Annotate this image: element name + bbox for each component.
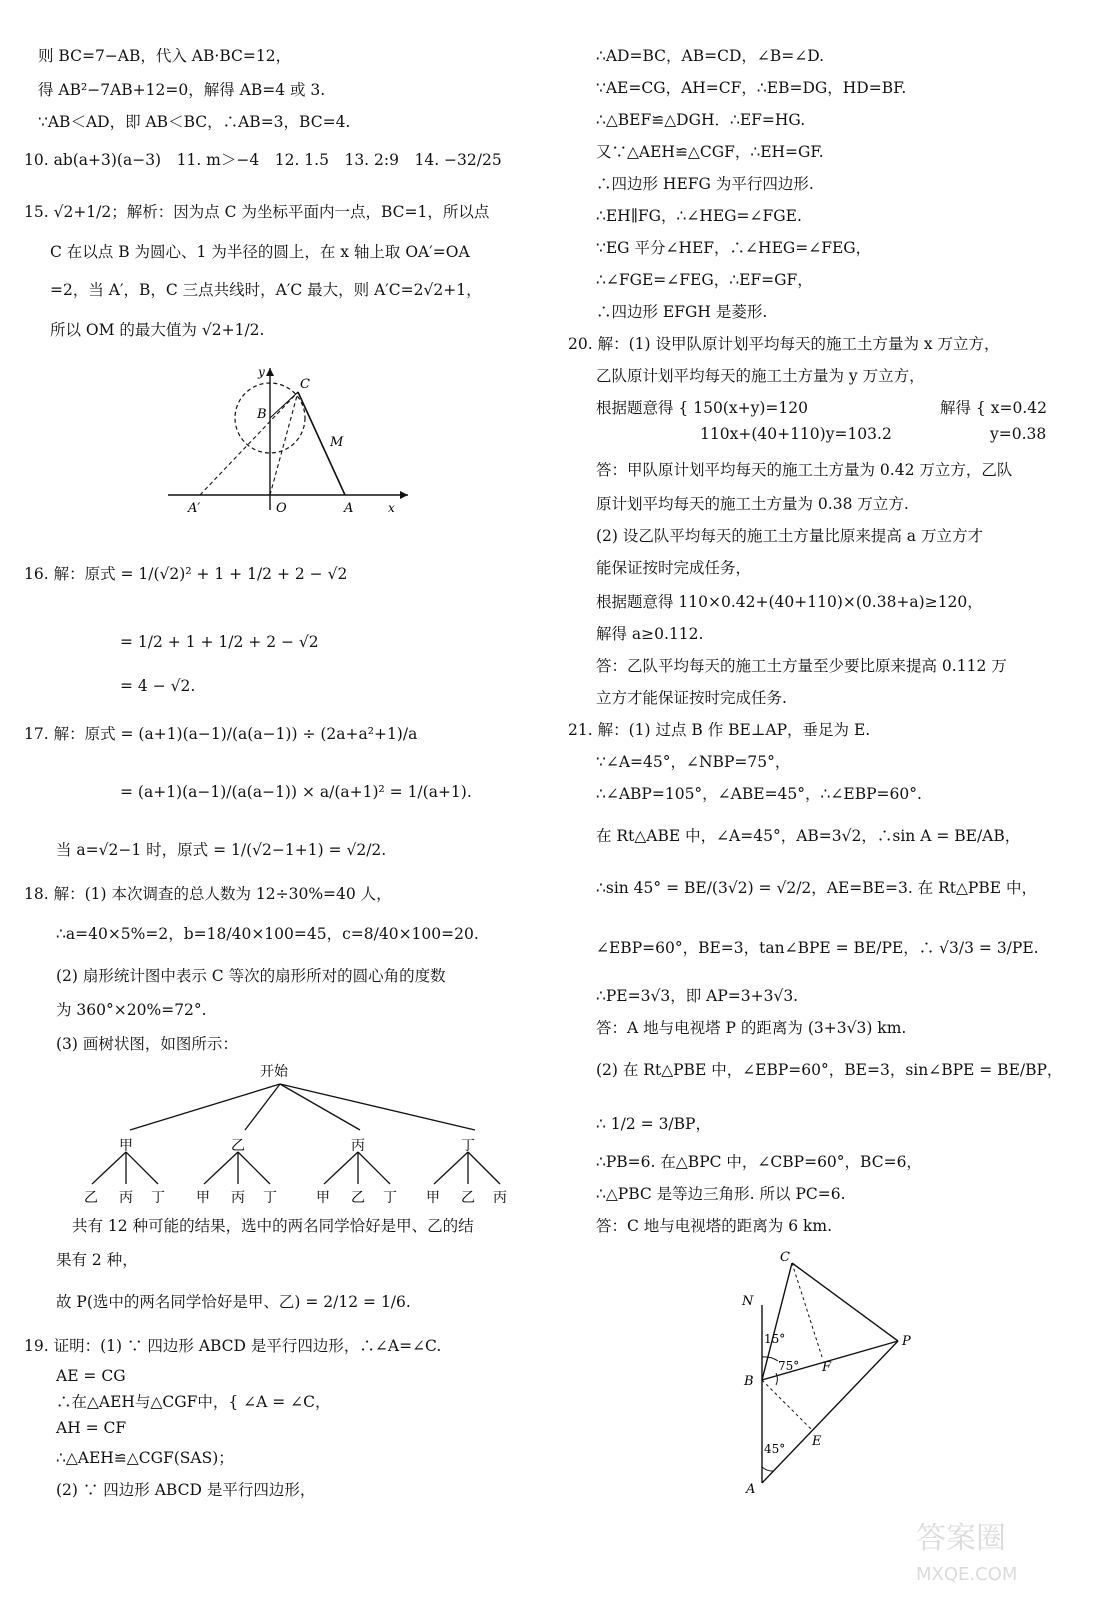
point-F-label: F <box>822 1360 832 1375</box>
left-text-line: 15. √2+1/2；解析：因为点 C 为坐标平面内一点，BC=1，所以点 <box>24 203 490 221</box>
right-text-line: ∴sin 45° = BE/(3√2) = √2/2，AE=BE=3. 在 Rt△PBE 中， <box>596 879 1037 897</box>
tree-leaf: 丁 <box>383 1190 397 1206</box>
point-P-label: P <box>902 1334 911 1349</box>
left-text-line: 共有 12 种可能的结果，选中的两名同学恰好是甲、乙的结 <box>72 1217 474 1235</box>
left-text-line: AE = CG <box>56 1367 126 1385</box>
tree-diagram <box>70 1060 540 1210</box>
right-text-line: ∴EH∥FG，∴∠HEG=∠FGE. <box>596 207 802 225</box>
left-text-line: 17. 解：原式 = (a+1)(a−1)/(a(a−1)) ÷ (2a+a²+1)/a <box>24 725 418 743</box>
left-text-line: ∵AB＜AD，即 AB＜BC，∴AB=3，BC=4. <box>38 113 351 131</box>
left-text-line: ∴在△AEH与△CGF中，{ ∠A = ∠C， <box>56 1393 331 1411</box>
angle-15-label: 15° <box>764 1332 786 1346</box>
angle-75-label: 75° <box>778 1359 800 1373</box>
watermark-logo <box>856 1510 1056 1590</box>
right-text-line: ∴AD=BC，AB=CD，∠B=∠D. <box>596 47 825 65</box>
tree-leaf: 丙 <box>119 1190 133 1206</box>
right-text-line: y=0.38 <box>990 425 1047 443</box>
tree-l1-2: 丙 <box>351 1138 365 1154</box>
right-text-line: 能保证按时完成任务， <box>596 559 752 577</box>
left-text-line: (2) ∵ 四边形 ABCD 是平行四边形， <box>56 1481 316 1499</box>
right-text-line: 在 Rt△ABE 中，∠A=45°，AB=3√2，∴sin A = BE/AB， <box>596 827 1021 845</box>
left-text-line: 果有 2 种， <box>56 1251 138 1269</box>
left-text-line: 16. 解：原式 = 1/(√2)² + 1 + 1/2 + 2 − √2 <box>24 565 348 583</box>
right-text-line: ∠EBP=60°，BE=3，tan∠BPE = BE/PE，∴ √3/3 = 3/PE. <box>596 939 1039 957</box>
left-text-line: = 4 − √2. <box>120 677 196 695</box>
tree-leaf: 甲 <box>316 1190 330 1206</box>
point-M-label: M <box>330 435 344 450</box>
point-B-label: B <box>257 407 267 422</box>
tree-root: 开始 <box>260 1064 288 1080</box>
tree-leaf: 甲 <box>196 1190 210 1206</box>
right-text-line: 答：甲队原计划平均每天的施工土方量为 0.42 万立方，乙队 <box>596 461 1013 479</box>
tree-l1-1: 乙 <box>231 1138 245 1154</box>
right-text-line: 根据题意得 { 150(x+y)=120 <box>596 399 808 417</box>
figure-15-coordinate-diagram <box>160 360 420 520</box>
watermark-url: MXQE.COM <box>916 1564 1018 1585</box>
left-text-line: (3) 画树状图，如图所示： <box>56 1035 238 1053</box>
right-text-line: 解得 a≥0.112. <box>596 625 704 643</box>
right-text-line: ∴△BEF≌△DGH．∴EF=HG. <box>596 111 806 129</box>
tree-leaf: 乙 <box>461 1190 475 1206</box>
point-B-label: B <box>744 1374 754 1389</box>
point-A-label: A <box>746 1482 756 1495</box>
watermark-text: 答案圈 <box>916 1521 1006 1556</box>
tree-leaf: 丁 <box>263 1190 277 1206</box>
left-text-line: 故 P(选中的两名同学恰好是甲、乙) = 2/12 = 1/6. <box>56 1293 411 1311</box>
right-text-line: 21. 解：(1) 过点 B 作 BE⊥AP，垂足为 E. <box>568 721 871 739</box>
right-text-line: (2) 设乙队平均每天的施工土方量比原来提高 a 万立方才 <box>596 527 983 545</box>
tree-leaf: 丙 <box>231 1190 245 1206</box>
right-text-line: 答：C 地与电视塔的距离为 6 km. <box>596 1217 833 1235</box>
right-text-line: ∵EG 平分∠HEF，∴∠HEG=∠FEG， <box>596 239 872 257</box>
right-text-line: ∴ 1/2 = 3/BP， <box>596 1115 711 1133</box>
left-text-line: 当 a=√2−1 时，原式 = 1/(√2−1+1) = √2/2. <box>56 841 387 859</box>
right-text-line: ∵AE=CG，AH=CF，∴EB=DG，HD=BF. <box>596 79 907 97</box>
right-text-line: ∴∠ABP=105°，∠ABE=45°，∴∠EBP=60°. <box>596 785 922 803</box>
left-text-line: (2) 扇形统计图中表示 C 等次的扇形所对的圆心角的度数 <box>56 967 446 985</box>
right-text-line: ∴∠FGE=∠FEG，∴EF=GF， <box>596 271 813 289</box>
left-text-line: =2，当 A′，B，C 三点共线时，A′C 最大，则 A′C=2√2+1， <box>50 281 482 299</box>
right-text-line: ∴四边形 EFGH 是菱形. <box>596 303 768 321</box>
left-text-line: = (a+1)(a−1)/(a(a−1)) × a/(a+1)² = 1/(a+1). <box>120 783 472 801</box>
tree-leaf: 乙 <box>351 1190 365 1206</box>
right-text-line: 110x+(40+110)y=103.2 <box>700 425 892 443</box>
left-text-line: 10. ab(a+3)(a−3) 11. m＞−4 12. 1.5 13. 2:9 14. −32/25 <box>24 151 502 169</box>
y-axis-label: y <box>258 365 265 379</box>
point-A-prime-label: A′ <box>188 501 201 516</box>
point-E-label: E <box>812 1434 822 1449</box>
point-C-label: C <box>780 1250 790 1265</box>
right-text-line: ∴PB=6. 在△BPC 中，∠CBP=60°，BC=6， <box>596 1153 922 1171</box>
right-text-line: 原计划平均每天的施工土方量为 0.38 万立方. <box>596 495 909 513</box>
point-C-label: C <box>300 377 310 392</box>
right-text-line: 乙队原计划平均每天的施工土方量为 y 万立方， <box>596 367 925 385</box>
right-text-line: 答：乙队平均每天的施工土方量至少要比原来提高 0.112 万 <box>596 657 1007 675</box>
right-text-line: ∴四边形 HEFG 为平行四边形. <box>596 175 814 193</box>
left-text-line: 18. 解：(1) 本次调查的总人数为 12÷30%=40 人， <box>24 885 392 903</box>
x-axis-label: x <box>388 501 395 515</box>
tree-leaf: 丙 <box>493 1190 507 1206</box>
left-text-line: 则 BC=7−AB，代入 AB·BC=12， <box>38 47 292 65</box>
angle-45-label: 45° <box>764 1442 786 1456</box>
point-N-label: N <box>742 1294 754 1309</box>
left-text-line: 19. 证明：(1) ∵ 四边形 ABCD 是平行四边形，∴∠A=∠C. <box>24 1337 442 1355</box>
right-text-line: ∴△PBC 是等边三角形. 所以 PC=6. <box>596 1185 846 1203</box>
figure-21-triangle-diagram <box>730 1245 930 1495</box>
left-text-line: AH = CF <box>56 1419 127 1437</box>
point-A-label: A <box>344 501 354 516</box>
tree-l1-3: 丁 <box>461 1138 475 1154</box>
right-text-line: 立方才能保证按时完成任务. <box>596 689 787 707</box>
right-text-line: ∵∠A=45°，∠NBP=75°， <box>596 753 791 771</box>
right-text-line: 20. 解：(1) 设甲队原计划平均每天的施工土方量为 x 万立方， <box>568 335 1000 353</box>
left-text-line: ∴a=40×5%=2，b=18/40×100=45，c=8/40×100=20. <box>56 925 479 943</box>
left-text-line: 为 360°×20%=72°. <box>56 1001 207 1019</box>
right-text-line: (2) 在 Rt△PBE 中，∠EBP=60°，BE=3，sin∠BPE = BE/BP， <box>596 1061 1063 1079</box>
right-text-line: ∴PE=3√3，即 AP=3+3√3. <box>596 987 799 1005</box>
left-text-line: 得 AB²−7AB+12=0，解得 AB=4 或 3. <box>38 81 326 99</box>
tree-l1-0: 甲 <box>119 1138 133 1154</box>
point-O-label: O <box>276 501 287 516</box>
tree-leaf: 乙 <box>84 1190 98 1206</box>
left-text-line: C 在以点 B 为圆心、1 为半径的圆上，在 x 轴上取 OA′=OA <box>50 243 470 261</box>
tree-leaf: 甲 <box>426 1190 440 1206</box>
tree-leaf: 丁 <box>151 1190 165 1206</box>
right-text-line: 又∵△AEH≌△CGF，∴EH=GF. <box>596 143 824 161</box>
right-text-line: 答：A 地与电视塔 P 的距离为 (3+3√3) km. <box>596 1019 907 1037</box>
left-text-line: = 1/2 + 1 + 1/2 + 2 − √2 <box>120 633 319 651</box>
right-text-line: 根据题意得 110×0.42+(40+110)×(0.38+a)≥120， <box>596 593 983 611</box>
left-text-line: ∴△AEH≌△CGF(SAS)； <box>56 1449 234 1467</box>
right-text-line: 解得 { x=0.42 <box>940 399 1047 417</box>
left-text-line: 所以 OM 的最大值为 √2+1/2. <box>50 321 265 339</box>
